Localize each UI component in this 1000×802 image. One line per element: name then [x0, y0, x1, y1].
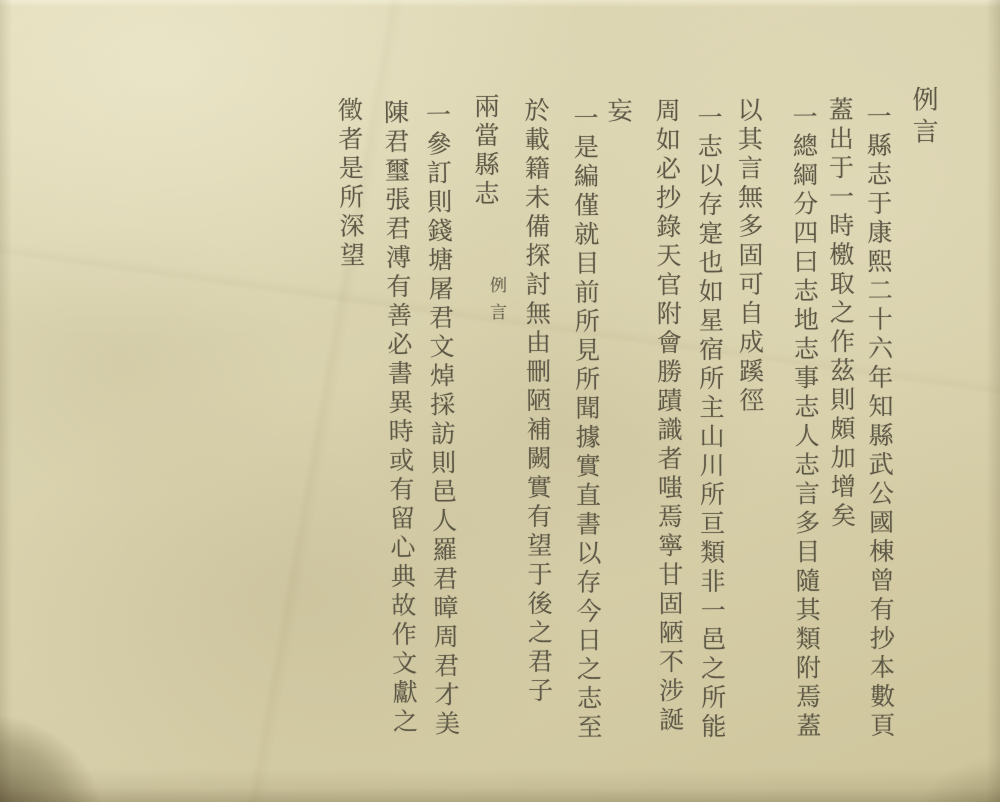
book-title: 兩當縣志	[471, 93, 500, 209]
text-column-3: 一總綱分四曰志地志事志人志言多目隨其類附焉蓋	[789, 103, 822, 742]
section-title: 例言	[907, 85, 939, 150]
text-column-11: 陳君璽張君溥有善必書異時或有留心典故作文獻之	[380, 98, 419, 738]
text-column-8: 一是編僅就目前所見所聞據實直書以存今日之志至	[570, 104, 603, 743]
text-column-2: 蓋出于一時檄取之作茲則頗加增矣	[824, 96, 857, 532]
text-column-9: 於載籍未備探討無由刪陋補闕實有望于後之君子	[520, 97, 554, 707]
text-column-7: 妄	[604, 97, 634, 127]
text-column-10: 一參訂則錢塘屠君文焯採訪則邑人羅君暲周君才美	[422, 101, 461, 740]
text-column-6: 周如必抄錄天官附會勝蹟識者嗤焉寧甘固陋不涉誕	[652, 97, 685, 736]
text-column-4: 以其言無多固可自成蹊徑	[734, 96, 765, 416]
gutter-section-label: 例言	[486, 276, 506, 330]
text-column-5: 一志以存寔也如星宿所主山川所亘類非一邑之所能	[694, 103, 727, 743]
text-column-1: 一縣志于康熙二十六年知縣武公國棟曾有抄本數頁	[863, 102, 896, 742]
text-column-12: 徵者是所深望	[334, 96, 366, 271]
